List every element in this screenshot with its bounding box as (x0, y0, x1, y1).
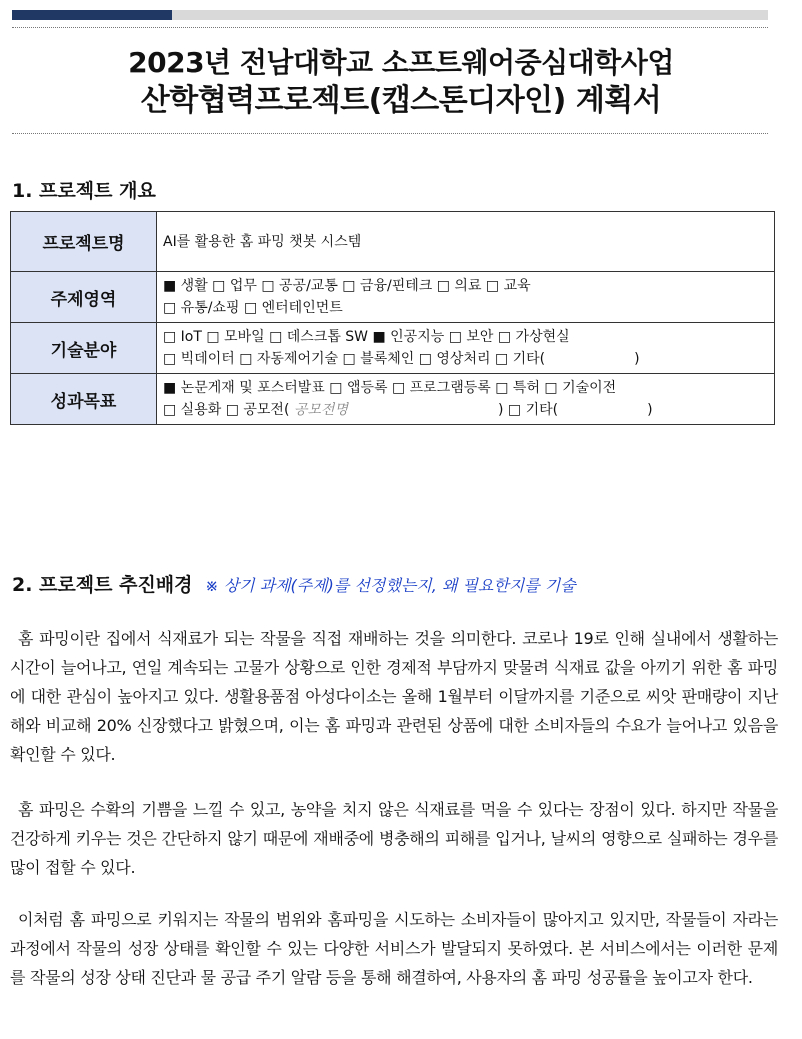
section-2-note: ※ 상기 과제(주제)를 선정했는지, 왜 필요한지를 기술 (205, 576, 576, 595)
section-2-heading (12, 570, 576, 597)
row-label-topic-area: 주제영역 (11, 272, 157, 323)
paragraph: 홈 파밍이란 집에서 식재료가 되는 작물을 직접 재배하는 것을 의미한다. 코로나 19로 인해 실내에서 생활하는 시간이 늘어나고, 연일 계속되는 고물가 상황으로 인한 경제적 부담까지 맞물려 식재료 값을 아끼기 위한 홈 파밍에 대한 관심이 높아지고 있다. 생활용품점 아성다이소는 올해 1월부터 이달까지를 기준으로 씨앗 판매량이 지난해와 비교해 20% 신장했다고 밝혔으며, 이는 홈 파밍과 관련된 상품에 대한 소비자들의 수요가 늘어나고 있음을 확인할 수 있다. (10, 629, 778, 764)
title-line-1: 2023년 전남대학교 소프트웨어중심대학사업 (128, 46, 674, 79)
section-1-heading: 1. 프로젝트 개요 (12, 180, 156, 202)
overview-table (10, 211, 775, 425)
paragraph: 홈 파밍은 수확의 기쁨을 느낄 수 있고, 농약을 치지 않은 식재료를 먹을 수 있다는 장점이 있다. 하지만 작물을 건강하게 키우는 것은 간단하지 않기 때문에 재배중에 병충해의 피해를 입거나, 날씨의 영향으로 실패하는 경우를 많이 접할 수 있다. (10, 800, 778, 877)
value-line (163, 399, 768, 421)
project-name-value (157, 212, 775, 272)
table-row (11, 323, 775, 374)
divider-top (12, 27, 768, 28)
value-line: ■ 생활 □ 업무 □ 공공/교통 □ 금융/핀테크 □ 의료 □ 교육 (163, 278, 531, 294)
value-line: ■ 논문게재 및 포스터발표 □ 앱등록 □ 프로그램등록 □ 특허 □ 기술이전 (163, 380, 617, 396)
section-2-title: 2. 프로젝트 추진배경 (12, 574, 193, 596)
paragraph: 이처럼 홈 파밍으로 키워지는 작물의 범위와 홈파밍을 시도하는 소비자들이 많아지고 있지만, 작물들이 자라는 과정에서 작물의 성장 상태를 확인할 수 있는 다양한 서비스가 발달되지 못하였다. 본 서비스에서는 이러한 문제를 작물의 성장 상태 진단과 물 공급 주기 알람 등을 통해 해결하여, 사용자의 홈 파밍 성공률을 높이고자 한다. (10, 910, 778, 987)
row-label-goals: 성과목표 (11, 374, 157, 425)
value-line: □ 유통/쇼핑 □ 엔터테인먼트 (163, 300, 343, 316)
divider-bottom (12, 133, 768, 134)
table-row (11, 374, 775, 425)
goals-line2-prefix: □ 실용화 □ 공모전( (163, 402, 290, 418)
title-line-2: 산학협력프로젝트(캡스톤디자인) 계획서 (140, 83, 662, 118)
topic-area-options (157, 272, 775, 323)
goals-line2-suffix: ) □ 기타( ) (497, 402, 653, 418)
table-row (11, 272, 775, 323)
row-label-tech-field: 기술분야 (11, 323, 157, 374)
value-line: □ IoT □ 모바일 □ 데스크톱 SW ■ 인공지능 □ 보안 □ 가상현실 (163, 329, 570, 345)
value-line: AI를 활용한 홈 파밍 챗봇 시스템 (163, 233, 362, 250)
document-title (0, 44, 802, 120)
tech-field-options (157, 323, 775, 374)
header-bar-accent (12, 10, 172, 20)
row-label-project-name: 프로젝트명 (11, 212, 157, 272)
table-row (11, 212, 775, 272)
goals-options (157, 374, 775, 425)
value-line: □ 빅데이터 □ 자동제어기술 □ 블록체인 □ 영상처리 □ 기타( ) (163, 351, 640, 367)
contest-name-placeholder: 공모전명 (293, 402, 348, 418)
